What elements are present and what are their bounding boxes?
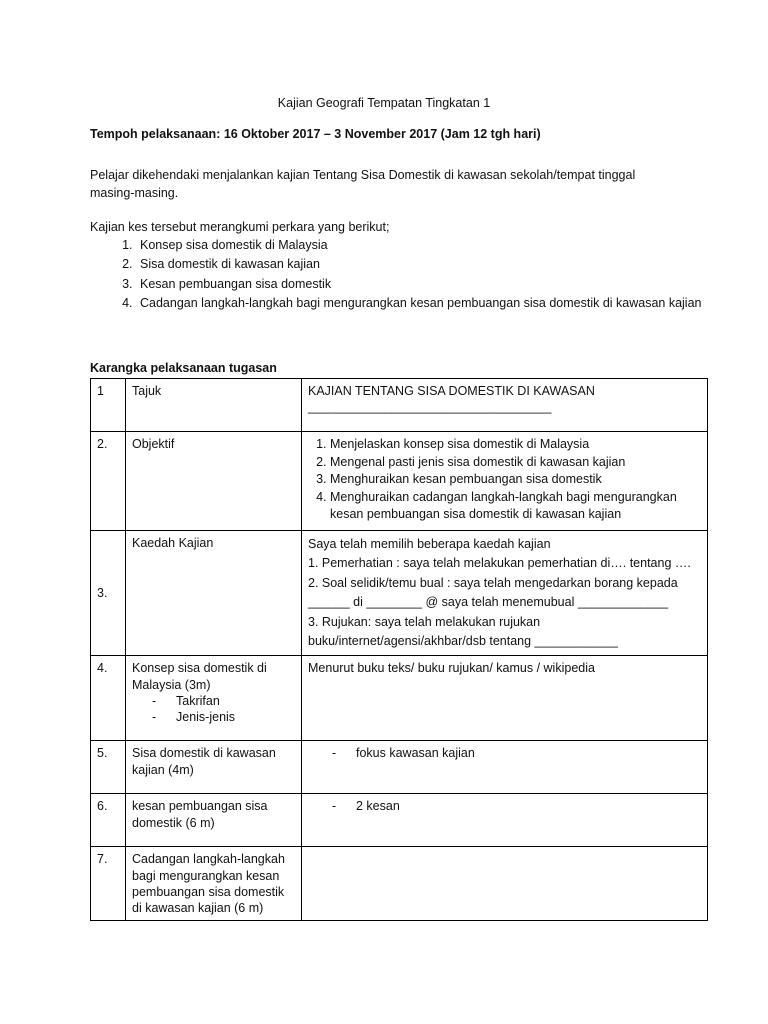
dash-bullet: -: [152, 710, 157, 724]
document-title: Kajian Geografi Tempatan Tingkatan 1: [277, 96, 491, 110]
row-heading-cell: [126, 656, 302, 741]
content-bullet-text: 2 kesan: [356, 799, 400, 814]
framework-heading: Karangka pelaksanaan tugasan: [90, 361, 277, 375]
table-row: [91, 432, 708, 531]
objective-list: [308, 436, 701, 524]
table-row: [91, 656, 708, 741]
blank-line: ___________________________________: [308, 400, 552, 415]
sub-item: [152, 693, 295, 709]
row-heading: Sisa domestik di kawasan kajian (4m): [126, 741, 302, 794]
scope-item: 1. Konsep sisa domestik di Malaysia: [136, 236, 736, 255]
table-row: [91, 379, 708, 432]
row-number: 5.: [91, 741, 126, 794]
row-number: 6.: [91, 794, 126, 847]
objective-item: 2. Mengenal pasti jenis sisa domestik di kawasan kajian: [330, 454, 701, 472]
scope-list: [90, 236, 736, 314]
row-content: [302, 847, 708, 921]
content-line: Saya telah memilih beberapa kaedah kajian: [308, 537, 551, 551]
dash-bullet: -: [152, 693, 157, 708]
row-content: [302, 794, 708, 847]
objective-item: 1. Menjelaskan konsep sisa domestik di Malaysia: [330, 436, 701, 454]
table-row: [91, 741, 708, 794]
objective-item: 3. Menghuraikan kesan pembuangan sisa domestik: [330, 471, 701, 489]
scope-item: 2. Sisa domestik di kawasan kajian: [136, 255, 736, 274]
sub-item: [152, 709, 295, 725]
row-content: [302, 432, 708, 531]
row-heading: kesan pembuangan sisa domestik (6 m): [126, 794, 302, 847]
content-bullet: [308, 798, 701, 814]
scope-item: 4. Cadangan langkah-langkah bagi mengurangkan kesan pembuangan sisa domestik di kawasan kajian: [136, 294, 736, 313]
row-number: 7.: [91, 847, 126, 921]
content-line: 1. Pemerhatian : saya telah melakukan pemerhatian di…. tentang ….: [308, 556, 691, 571]
row-heading: Objektif: [126, 432, 302, 531]
row-heading: Konsep sisa domestik di Malaysia (3m): [132, 661, 267, 692]
sub-item-label: Jenis-jenis: [176, 710, 236, 724]
row-number: 1: [91, 379, 126, 432]
row-number: 2.: [91, 432, 126, 531]
row-content: [302, 379, 708, 432]
content-line: KAJIAN TENTANG SISA DOMESTIK DI KAWASAN: [308, 384, 595, 398]
framework-table: [90, 378, 708, 921]
table-row: [91, 847, 708, 921]
period-line: Tempoh pelaksanaan: 16 Oktober 2017 – 3 November 2017 (Jam 12 tgh hari): [90, 127, 541, 141]
sub-item-label: Takrifan: [176, 693, 220, 708]
objective-item: 4. Menghuraikan cadangan langkah-langkah bagi mengurangkan kesan pembuangan sisa domestik di kawasan kajian: [330, 489, 701, 524]
dash-bullet: -: [332, 799, 337, 814]
table-row: [91, 531, 708, 656]
table-row: [91, 794, 708, 847]
content-bullet: [308, 745, 701, 761]
content-line: 3. Rujukan: saya telah melakukan rujukan: [308, 614, 541, 629]
content-line: 2. Soal selidik/temu bual : saya telah mengedarkan borang kepada: [308, 575, 678, 590]
content-bullet-text: fokus kawasan kajian: [356, 746, 475, 761]
content-line: Menurut buku teks/ buku rujukan/ kamus / wikipedia: [308, 661, 595, 676]
row-heading: Kaedah Kajian: [126, 531, 302, 656]
row-number: 3.: [91, 531, 126, 656]
dash-bullet: -: [332, 746, 337, 761]
content-line: ______ di ________ @ saya telah menemubual _____________: [308, 595, 669, 610]
scope-item: 3. Kesan pembuangan sisa domestik: [136, 275, 736, 294]
scope-heading: Kajian kes tersebut merangkumi perkara yang berikut;: [90, 220, 390, 234]
sub-item-list: [132, 693, 295, 726]
row-number: 4.: [91, 656, 126, 741]
row-content: [302, 531, 708, 656]
row-content: [302, 741, 708, 794]
row-content: [302, 656, 708, 741]
row-heading: Tajuk: [126, 379, 302, 432]
intro-paragraph: Pelajar dikehendaki menjalankan kajian Tentang Sisa Domestik di kawasan sekolah/tempat tinggal masing-masing.: [90, 168, 636, 201]
row-heading: Cadangan langkah-langkah bagi mengurangkan kesan pembuangan sisa domestik di kawasan kajian (6 m): [126, 847, 302, 921]
content-line: buku/internet/agensi/akhbar/dsb tentang ____________: [308, 633, 618, 648]
